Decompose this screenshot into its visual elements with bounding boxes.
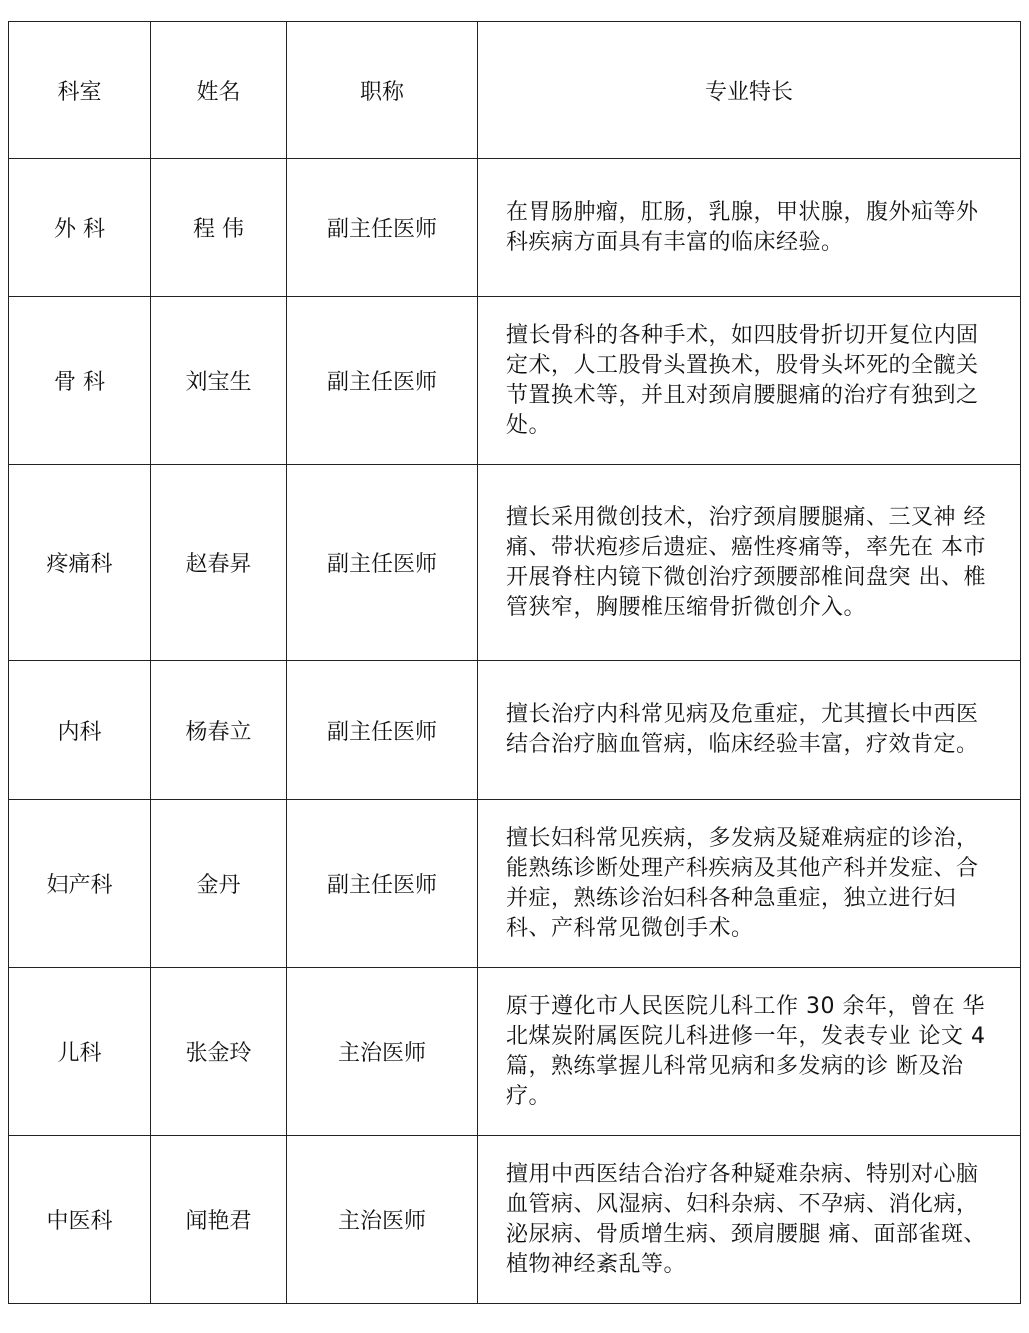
title-cell: 主治医师 [287,1136,478,1304]
table-row [9,800,1021,968]
name-cell: 杨春立 [151,661,287,800]
department-cell: 中医科 [9,1136,151,1304]
name-cell: 金丹 [151,800,287,968]
table-row [9,1136,1021,1304]
specialty-cell: 擅长骨科的各种手术，如四肢骨折切开复位内固定术，人工股骨头置换术，股骨头坏死的全髋关节置换术等，并且对颈肩腰腿痛的治疗有独到之处。 [478,297,1021,465]
title-cell: 副主任医师 [287,159,478,297]
department-cell: 儿科 [9,968,151,1136]
header-name: 姓名 [151,22,287,159]
table-row [9,465,1021,661]
table-row [9,159,1021,297]
specialty-cell: 擅用中西医结合治疗各种疑难杂病、特别对心脑血管病、风湿病、妇科杂病、不孕病、消化病，泌尿病、骨质增生病、颈肩腰腿 痛、面部雀斑、植物神经紊乱等。 [478,1136,1021,1304]
table-row [9,297,1021,465]
department-cell: 外 科 [9,159,151,297]
doctor-specialty-table [8,21,1021,1304]
header-specialty: 专业特长 [478,22,1021,159]
title-cell: 副主任医师 [287,661,478,800]
specialty-cell: 擅长治疗内科常见病及危重症，尤其擅长中西医结合治疗脑血管病，临床经验丰富，疗效肯定。 [478,661,1021,800]
table-row [9,661,1021,800]
title-cell: 主治医师 [287,968,478,1136]
header-title: 职称 [287,22,478,159]
table-header-row [9,22,1021,159]
name-cell: 赵春昇 [151,465,287,661]
name-cell: 闻艳君 [151,1136,287,1304]
title-cell: 副主任医师 [287,465,478,661]
title-cell: 副主任医师 [287,800,478,968]
name-cell: 程 伟 [151,159,287,297]
specialty-cell: 擅长妇科常见疾病，多发病及疑难病症的诊治，能熟练诊断处理产科疾病及其他产科并发症、合并症，熟练诊治妇科各种急重症，独立进行妇科、产科常见微创手术。 [478,800,1021,968]
specialty-cell: 原于遵化市人民医院儿科工作 30 余年，曾在 华北煤炭附属医院儿科进修一年，发表专业 论文 4 篇，熟练掌握儿科常见病和多发病的诊 断及治疗。 [478,968,1021,1136]
name-cell: 张金玲 [151,968,287,1136]
department-cell: 骨 科 [9,297,151,465]
department-cell: 内科 [9,661,151,800]
header-department: 科室 [9,22,151,159]
title-cell: 副主任医师 [287,297,478,465]
specialty-cell: 在胃肠肿瘤，肛肠，乳腺，甲状腺，腹外疝等外科疾病方面具有丰富的临床经验。 [478,159,1021,297]
name-cell: 刘宝生 [151,297,287,465]
department-cell: 疼痛科 [9,465,151,661]
department-cell: 妇产科 [9,800,151,968]
specialty-cell: 擅长采用微创技术，治疗颈肩腰腿痛、三叉神 经痛、带状疱疹后遗症、癌性疼痛等，率先在 本市开展脊柱内镜下微创治疗颈腰部椎间盘突 出、椎管狭窄，胸腰椎压缩骨折微创介入。 [478,465,1021,661]
table-row [9,968,1021,1136]
